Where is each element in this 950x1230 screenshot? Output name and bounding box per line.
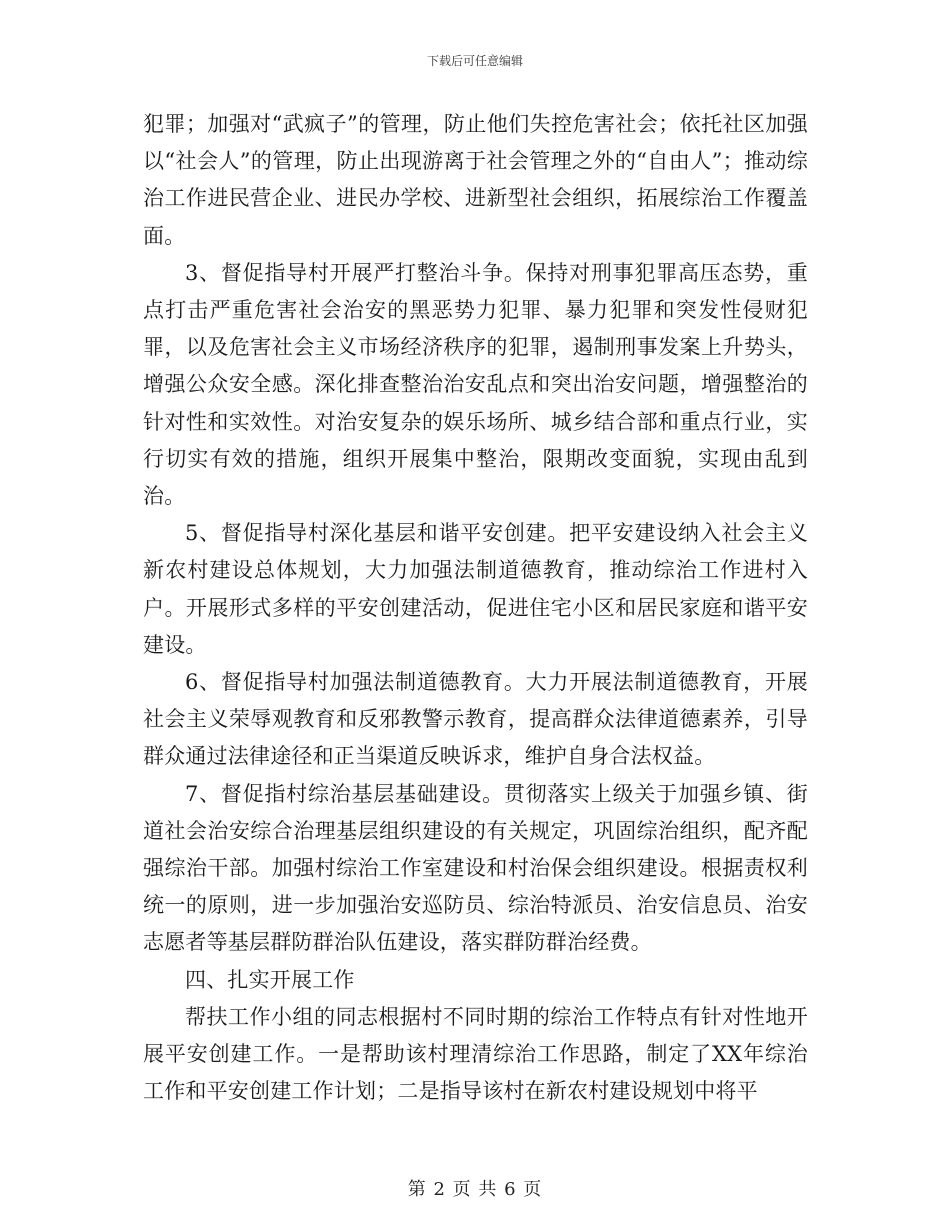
paragraph-6: 帮扶工作小组的同志根据村不同时期的综治工作特点有针对性地开展平安创建工作。一是帮助该村理清综治工作思路，制定了XX年综治工作和平安创建工作计划；二是指导该村在新农村建设规划中将平 [143, 1004, 808, 1104]
section-heading: 四、扎实开展工作 [185, 967, 355, 992]
paragraph-5: 7、督促指村综治基层基础建设。贯彻落实上级关于加强乡镇、街道社会治安综合治理基层组织建设的有关规定，巩固综治组织，配齐配强综治干部。加强村综治工作室建设和村治保会组织建设。根据责权利统一的原则，进一步加强治安巡防员、综治特派员、治安信息员、治安志愿者等基层群防群治队伍建设，落实群防群治经费。 [143, 781, 808, 955]
paragraph-1: 犯罪；加强对“武疯子”的管理，防止他们失控危害社会；依托社区加强以“社会人”的管理，防止出现游离于社会管理之外的“自由人”；推动综治工作进民营企业、进民办学校、进新型社会组织，拓展综治工作覆盖面。 [143, 112, 808, 248]
paragraph-4: 6、督促指导村加强法制道德教育。大力开展法制道德教育，开展社会主义荣辱观教育和反邪教警示教育，提高群众法律道德素养，引导群众通过法律途径和正当渠道反映诉求，维护自身合法权益。 [143, 670, 808, 769]
paragraph-3: 5、督促指导村深化基层和谐平安创建。把平安建设纳入社会主义新农村建设总体规划，大力加强法制道德教育，推动综治工作进村入户。开展形式多样的平安创建活动，促进住宅小区和居民家庭和谐平安建设。 [143, 521, 808, 657]
page-number: 第 2 页 共 6 页 [407, 1179, 543, 1200]
page-header: 下载后可任意编辑 [426, 54, 523, 68]
document-body [143, 106, 808, 1110]
paragraph-2: 3、督促指导村开展严打整治斗争。保持对刑事犯罪高压态势，重点打击严重危害社会治安的黑恶势力犯罪、暴力犯罪和突发性侵财犯罪，以及危害社会主义市场经济秩序的犯罪，遏制刑事发案上升势头，增强公众安全感。深化排查整治治安乱点和突出治安问题，增强整治的针对性和实效性。对治安复杂的娱乐场所、城乡结合部和重点行业，实行切实有效的措施，组织开展集中整治，限期改变面貌，实现由乱到治。 [143, 260, 808, 509]
